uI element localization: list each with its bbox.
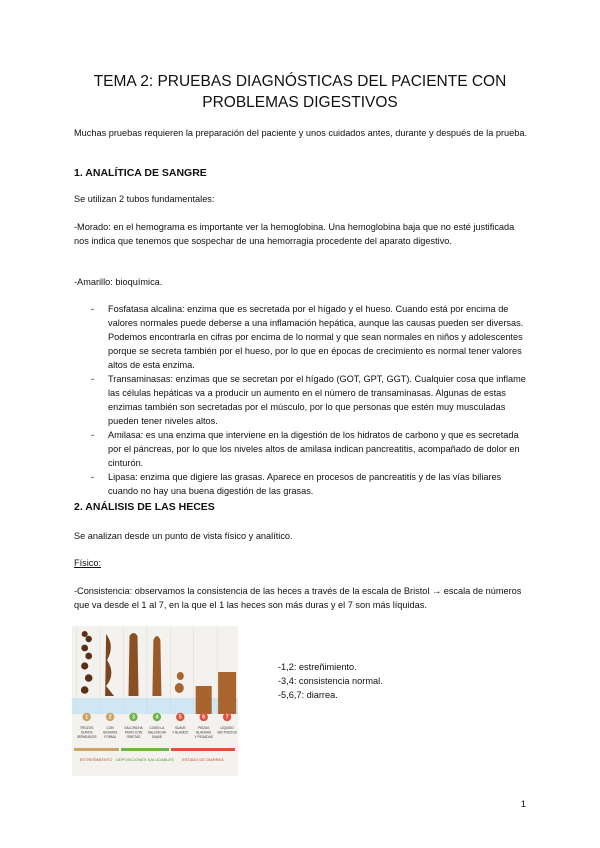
bristol-number: 7 <box>225 714 229 721</box>
bristol-label: BLANDAS <box>196 730 212 735</box>
bristol-type-6 <box>196 686 212 714</box>
document-title <box>60 71 540 113</box>
bristol-label: TROZOS <box>80 726 94 730</box>
bristol-label: SALCHICHA <box>124 726 143 730</box>
diarrhea-bar <box>171 748 235 751</box>
list-item-text: Lipasa: enzima que digiere las grasas. Aparece en procesos de pancreatitis y de las vías biliares cuando no hay una buena digestión de las grasas. <box>108 472 502 496</box>
bristol-type-3 <box>129 633 139 696</box>
bristol-label: LÍQUIDO <box>220 726 234 730</box>
bristol-label: FORMA <box>104 735 116 740</box>
stool-shape <box>196 686 212 714</box>
list-item-text: Amilasa: es una enzima que interviene en la digestión de los hidratos de carbono y que es secretada por el páncreas, por lo que los niveles altos de amilasa indican pancreatitis, acompañado de dolor en cinturón. <box>108 430 520 468</box>
tubes-paragraph: Se utilizan 2 tubos fundamentales: <box>74 194 215 204</box>
bristol-type-4 <box>152 636 161 696</box>
bristol-number: 3 <box>132 714 135 721</box>
bristol-label: SEPARADOS <box>76 735 97 740</box>
title-line-1: TEMA 2: PRUEBAS DIAGNÓSTICAS DEL PACIENTE CON <box>93 73 507 90</box>
scale-legend <box>278 660 383 702</box>
bristol-label: SUAVE <box>151 735 163 740</box>
group-label-saludables: DEPOSICIONES SALUDABLES <box>116 757 174 762</box>
bristol-type-7 <box>218 672 236 714</box>
stool-shape <box>218 672 236 714</box>
list-item: - Fosfatasa alcalina: enzima que es secretada por el hígado y el hueso. Cuando está por encima de valores normales puede deberse a una inflamación hepática, aunque las causas pueden ser diversas. Podemos encontrarla en cifras por encima de lo normal y que sean normales en niños y adolescentes porque se secreta también por el hueso, por lo que en épocas de crecimiento es normal tener valores altos de esta enzima. <box>91 304 524 370</box>
stool-lump <box>85 653 92 660</box>
stool-intro-paragraph: Se analizan desde un punto de vista físico y analítico. <box>74 531 293 541</box>
bristol-label: Y BLANDO <box>172 730 189 735</box>
list-item-text: Fosfatasa alcalina: enzima que es secretada por el hígado y el hueso. Cuando está por encima de valores normales puede deberse a una inflamación hepática, aunque las causas pueden ser diversas. Podemos encontrarla en cifras por encima de lo normal y que sean normales en niños y adolescentes porque se secreta también por el hueso, por lo que en épocas de crecimiento es normal tener valores altos de esta enzima. <box>108 304 524 370</box>
section-1-heading: 1. ANALÍTICA DE SANGRE <box>74 167 207 179</box>
scale-item: -5,6,7: diarrea. <box>278 690 338 700</box>
stool-shape <box>152 636 161 696</box>
constipation-bar <box>74 748 119 751</box>
list-item: - Amilasa: es una enzima que interviene en la digestión de los hidratos de carbono y que es secretada por el páncreas, por lo que los niveles altos de amilasa indican pancreatitis, acompañado de dolor en cinturón. <box>91 430 520 468</box>
bristol-label: PIEZAS <box>198 726 210 730</box>
intro-paragraph: Muchas pruebas requieren la preparación del paciente y unos cuidados antes, durante y después de la prueba. <box>74 128 528 138</box>
scale-item: -3,4: consistencia normal. <box>278 676 383 686</box>
amarillo-paragraph: -Amarillo: bioquímica. <box>74 277 163 287</box>
list-item: - Lipasa: enzima que digiere las grasas. Aparece en procesos de pancreatitis y de las vías biliares cuando no hay una buena digestión de las grasas. <box>91 472 502 496</box>
list-item: - Transaminasas: enzimas que se secretan por el hígado (GOT, GPT, GGT). Cualquier cosa que inflame las células hepáticas va a producir un aumento en el número de transaminasas. Algunas de estas enzimas también son secretadas por el músculo, por lo que personas que estén muy musculadas pueden tener niveles altos. <box>91 374 526 426</box>
bristol-number: 4 <box>155 714 159 721</box>
bristol-number: 6 <box>202 714 206 721</box>
bristol-label: Y PEGADAS <box>194 735 213 740</box>
bristol-label: PERO CON <box>124 730 143 735</box>
bristol-number: 2 <box>108 714 112 721</box>
scale-item: -1,2: estreñimiento. <box>278 662 357 672</box>
bristol-label: GRUMOS <box>102 730 118 735</box>
stool-shape <box>177 672 184 680</box>
stool-lump <box>81 662 88 669</box>
bristol-number: 5 <box>178 714 182 721</box>
stool-lump <box>81 686 89 694</box>
bristol-label: COMO LA <box>149 726 165 730</box>
stool-lump <box>85 674 93 682</box>
stool-shape <box>129 633 139 696</box>
stool-lump <box>82 631 88 637</box>
list-item-text: Transaminasas: enzimas que se secretan por el hígado (GOT, GPT, GGT). Cualquier cosa que inflame las células hepáticas va a producir un aumento en el número de transaminasas. Algunas de estas enzimas también son secretadas por el músculo, por lo que personas que estén muy musculadas pueden tener niveles altos. <box>108 374 526 426</box>
enzyme-list <box>91 302 531 498</box>
bristol-label: DUROS <box>80 730 93 735</box>
morado-paragraph: -Morado: en el hemograma es importante ver la hemoglobina. Una hemoglobina baja que no esté justificada nos indica que tenemos que sospechar de una hemorragia procedente del aparato digestivo. <box>74 222 515 246</box>
bristol-scale-image <box>72 626 238 776</box>
section-2-heading: 2. ANÁLISIS DE LAS HECES <box>74 501 215 513</box>
group-label-diarrea: ESTADO DE DIARREA <box>182 757 224 762</box>
stool-lump <box>81 645 88 652</box>
bristol-label: CON <box>106 726 114 730</box>
fisico-subheading: Físico: <box>74 558 102 568</box>
healthy-bar <box>121 748 169 751</box>
bristol-label: GRIETAS <box>126 735 141 740</box>
bristol-label: SIN TROZOS <box>217 730 237 735</box>
page-number: 1 <box>520 799 526 810</box>
stool-shape <box>175 683 184 693</box>
group-label-estrenimiento: ESTREÑIMIENTO <box>79 757 113 762</box>
title-line-2: PROBLEMAS DIGESTIVOS <box>202 94 398 111</box>
consistencia-paragraph: -Consistencia: observamos la consistencia de las heces a través de la escala de Bristol → escala de números que va desde el 1 al 7, en la que el 1 las heces son más duras y el 7 son más líquidas. <box>74 586 522 610</box>
bristol-number: 1 <box>85 714 89 721</box>
bristol-label: SUAVE <box>175 726 186 730</box>
stool-lump <box>86 636 92 642</box>
bristol-label: SALCHICHA <box>147 730 167 735</box>
